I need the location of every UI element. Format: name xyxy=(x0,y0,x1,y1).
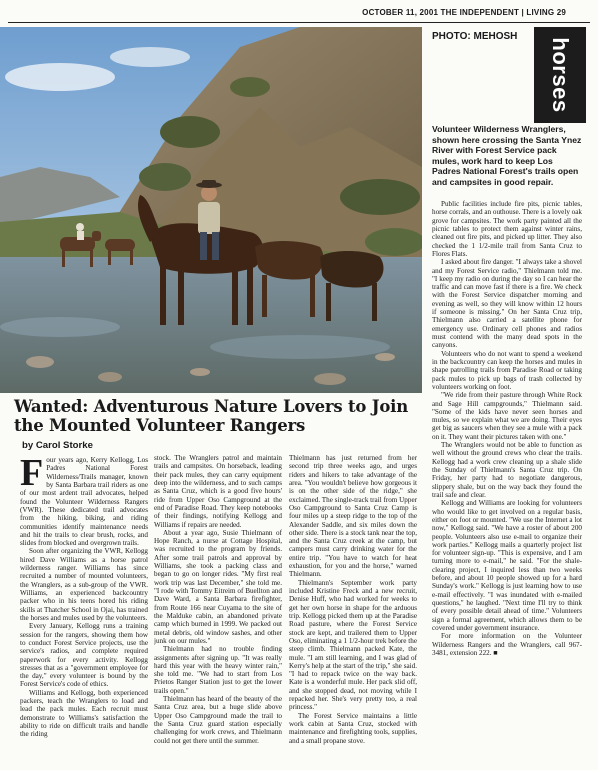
byline: by Carol Storke xyxy=(22,440,93,451)
article-paragraph: The Wranglers would not be able to function as well without the ground crews who clear the trails. Kellogg had a work crew cleaning up a shale slide the Sunday of Thielmann's Santa Cruz trip. On Friday, her party had to negotiate dangerous, slippery shale, but on the way back they found the trail safe and clear. xyxy=(432,441,582,499)
article-paragraph: Thielmann has heard of the beauty of the Santa Cruz area, but a huge slide above Upper Oso Campground made the trail to the Santa Cruz guard station especially challenging for work crews, and Thielmann could not get there until the summer. xyxy=(154,695,282,745)
photo-caption: Volunteer Wilderness Wranglers, shown here crossing the Santa Ynez River with Forest Service pack mules, work hard to keep Los Padres National Forest's trails open and campsites in good repair. xyxy=(432,124,582,187)
article-headline: Wanted: Adventurous Nature Lovers to Join the Mounted Volunteer Rangers xyxy=(14,397,409,435)
photo-credit: PHOTO: MEHOSH xyxy=(432,31,518,42)
section-label: horses xyxy=(548,37,573,113)
article-column-3 xyxy=(289,454,417,768)
section-tab xyxy=(534,27,586,123)
article-paragraph: Soon after organizing the VWR, Kellogg hired Dave Williams as a horse patrol wilderness ranger. Williams has since recruited a number of mounted volunteers, the Wranglers, as a sub-group of the VWR. Williams, an experienced backcountry packer who in his teens hored his riding skills at Thatcher School in Ojai, has trained the horses and mules used by the volunteers. xyxy=(20,547,148,622)
article-paragraph: Volunteers who do not want to spend a weekend in the backcountry can keep the horses and mules in shape patrolling trails from Paradise Road or taking pack mules to pick up bags of trash collected by volunteers working on foot. xyxy=(432,349,582,391)
feature-photo xyxy=(0,27,422,393)
drop-cap: F xyxy=(20,456,44,494)
article-paragraph: Thielmann has just returned from her second trip three weeks ago, and urges riders and hikers to take advantage of the area. "You wouldn't believe how gorgeous it is on the other side of the ridge," she exclaimed. The single-track trail from Upper Oso Campground to Santa Cruz Camp is four miles up a steep ridge to the top of the Alexander Saddle, and six miles down the other side. There is a stock tank near the top, and the Santa Cruz creek at the camp, but campers must carry drinking water for the entire trip. "You have to watch for heat exhaustion, for you and the horse," warned Thielmann. xyxy=(289,454,417,579)
article-column-2 xyxy=(154,454,282,768)
article-paragraph: For more information on the Volunteer Wilderness Rangers and the Wranglers, call 967-3481, extension 222. ■ xyxy=(432,632,582,657)
folio-line: OCTOBER 11, 2001 THE INDEPENDENT | LIVING 29 xyxy=(362,8,566,17)
article-paragraph: About a year ago, Susie Thielmann of Hope Ranch, a nurse at Cottage Hospital, was recruited to the program by friends. After some trail patrols and approval by Williams, she took a packing class and began to go on longer rides. "My first real work trip was last December," she told me. "I rode with Tommy Eitreim of Buellton and Dave Ward, a Santa Barbara firefighter, from Route 166 near Cuyama to the site of the Malduke cabin, an abandoned private camp which burned in 1999. We packed out metal debris, old window sashes, and other junk on our mules." xyxy=(154,528,282,645)
article-paragraph: Thielmann's September work party included Kristine Freck and a new recruit, Denise Huff, who had worked for weeks to get her own horse in shape for the arduous trip. Kellogg picked them up at the Paradise Road pasture, where the Forest Service stock are kept, and trailered them to Upper Oso, eliminating a 1 1/2-hour trek before the steep climb. Thielmann packed Kate, the mule. "I am still learning, and I was glad of Kerry's help at the start of the trip," she said. "I had to repack twice on the way back. Kate is a wonderful mule. Her pack slid off, and she stopped dead, not moving while I repacked her. She's very pretty too, a real princess." xyxy=(289,578,417,712)
article-paragraph: Every January, Kellogg runs a training session for the rangers, showing them how to conduct Forest Service projects, use the service's radios, and complete required paperwork for every activity. Kellogg stresses that as a "government employee for the day," every volunteer is bound by the Forest Service's code of ethics. xyxy=(20,622,148,689)
header-rule xyxy=(8,22,590,23)
article-paragraph: Thielmann had no trouble finding assignments after signing up. "It was really hard this year with the heavy winter rain," she told me. "We had to start from Los Prietos Ranger Station just to get the lower trails open." xyxy=(154,645,282,695)
article-column-4 xyxy=(432,200,582,766)
article-paragraph: The Forest Service maintains a little work cabin at Santa Cruz, stocked with maintenance and firefighting tools, supplies, and a small propane stove. xyxy=(289,711,417,745)
article-column-1 xyxy=(20,456,148,768)
article-paragraph: stock. The Wranglers patrol and maintain trails and campsites. On horseback, leading their pack mules, they can carry equipment deep into the wilderness, and to such camps as Santa Cruz, which is a good five hours' ride from Upper Oso Campground at the end of Paradise Road. They keep notebooks of their findings, notifying Kellogg and Williams if repairs are needed. xyxy=(154,454,282,529)
article-paragraph: I asked about fire danger. "I always take a shovel and my Forest Service radio," Thielmann told me. "I keep my radio on during the day so I can hear the traffic and can move fast if there is a fire. We check with the Forest Service dispatcher morning and evening as well, so they will know within 12 hours if someone is missing." On her Santa Cruz trip, Thielmann also carried a satellite phone for emergency use. Ordinary cell phones and radios must contend with the many dead spots in the canyons. xyxy=(432,258,582,350)
article-paragraph: Public facilities include fire pits, picnic tables, horse corrals, and an outhouse. There is a lovely oak grove for campsites. The work party painted all the picnic tables to protect them against winter rains, cleaned out fire pits, and picked up litter. They also checked the 1 1/2-mile trail from Santa Cruz to Flores Flats. xyxy=(432,200,582,258)
article-paragraph: Kellogg and Williams are looking for volunteers who would like to get involved on a regular basis, either on foot or mounted. "We use the Internet a lot now," Kellogg said. "We have a roster of about 200 people. Volunteers also use e-mail to organize their work parties." Kellogg mails a quarterly project list for volunteer sign-up. "This is expensive, and I am turning more to e-mail," he said. "For the shale-clearing project, I inquired less than two weeks before, and about 10 people showed up for a hard Sunday's work." Kellogg is just learning how to use e-mail effectively. "I was inundated with e-mailed questions," he laughed. "Next time I'll try to think of every possible detail ahead of time." Volunteers sign a formal agreement, which allows them to be covered under government insurance. xyxy=(432,499,582,632)
article-paragraph: Williams and Kellogg, both experienced packers, teach the Wranglers to load and lead the pack mules. Each recruit must demonstrate to Williams's satisfaction the ability to ride on difficult trails and handle the riding xyxy=(20,688,148,739)
article-paragraph: Four years ago, Kerry Kellogg, Los Padres National Forest Wilderness/Trails manager, known by Santa Barbara trail riders as one of our most ardent trail advocates, helped found the Volunteer Wilderness Rangers (VWR). These dedicated trail advocates from the hiking, biking, and riding communities identify maintenance needs and hit the trails to clear brush, rocks, and slides from blocked and overgrown trails. xyxy=(20,456,148,548)
page-header xyxy=(0,0,598,24)
article-paragraph: "We ride from their pasture through White Rock and Sage Hill campgrounds," Thielmann said. "Some of the kids have never seen horses and mules, so we explain what we are doing. Their eyes get big as saucers when they see a mule with a pack on it. They want their pictures taken with one." xyxy=(432,391,582,441)
